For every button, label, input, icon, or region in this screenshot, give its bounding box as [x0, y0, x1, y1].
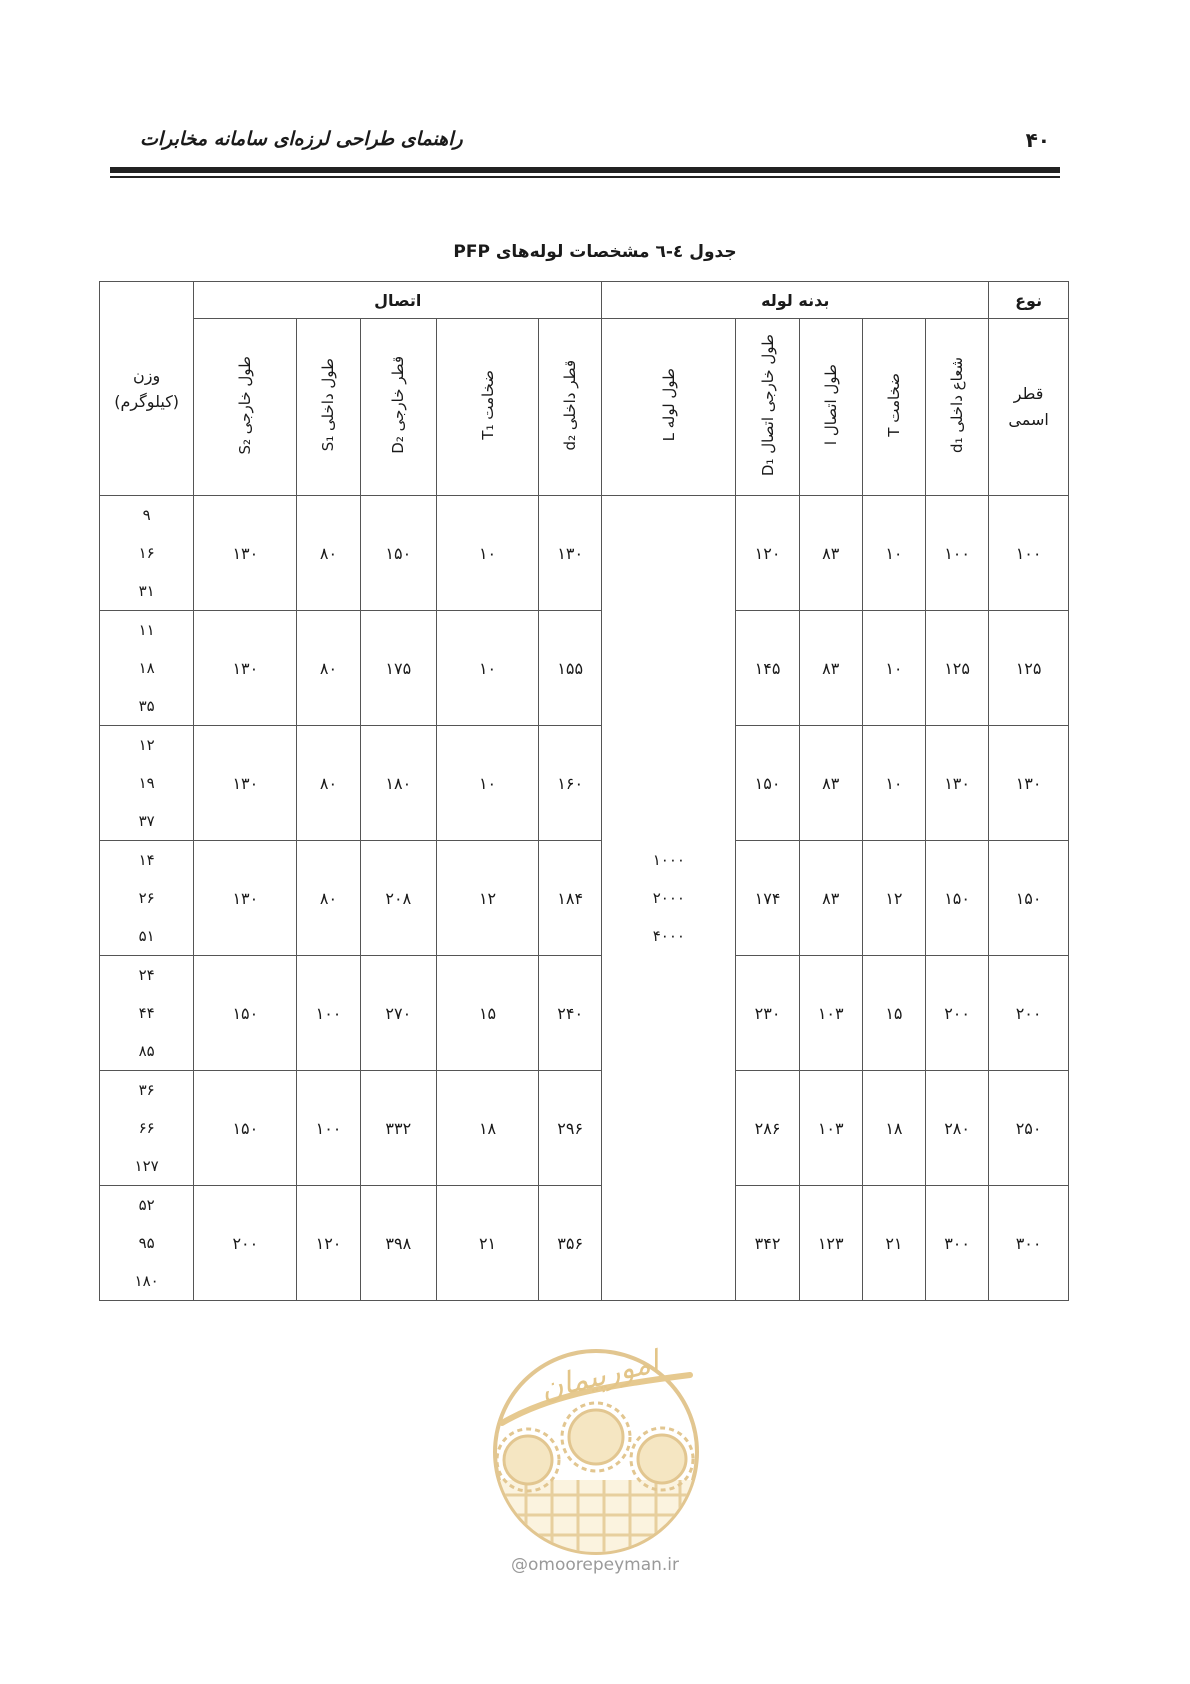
cell-d2: ۱۳۰: [539, 496, 602, 611]
col-l-label: طول اتصال l: [821, 364, 840, 446]
weight-value: ۹: [142, 506, 151, 524]
col-T1-label: ضخامت T₁: [478, 370, 497, 440]
cell-D2: ۳۳۲: [360, 1071, 436, 1186]
cell-d1: ۲۸۰: [926, 1071, 989, 1186]
running-header-title: راهنمای طراحی لرزه‌ای سامانه مخابرات: [140, 128, 463, 150]
column-header-row: [100, 319, 1069, 496]
cell-T1: ۱۵: [437, 956, 539, 1071]
col-T-label: ضخامت T: [884, 373, 903, 437]
weight-value: ۱۹: [138, 774, 155, 792]
cell-S1: ۸۰: [297, 841, 360, 956]
omoorepeyman-seal-icon: [490, 1345, 702, 1559]
table-row: [100, 726, 1069, 841]
weight-value: ۳۶: [138, 1081, 155, 1099]
cell-T: ۱۰: [862, 496, 925, 611]
col-S1: [297, 319, 360, 496]
watermark-url: @omoorepeyman.ir: [510, 1555, 680, 1575]
weight-value: ۳۵: [138, 697, 155, 715]
col-S2-label: طول خارجی S₂: [236, 355, 255, 455]
cell-S2: ۱۳۰: [194, 841, 297, 956]
cell-T: ۱۰: [862, 611, 925, 726]
cell-D1: ۳۴۲: [736, 1186, 799, 1301]
col-L-label: طول لوله L: [659, 368, 678, 442]
cell-d1: ۱۳۰: [926, 726, 989, 841]
cell-l: ۸۳: [799, 496, 862, 611]
seal-grid: [494, 1480, 698, 1559]
col-D2-label: قطر خارجی D₂: [389, 356, 408, 454]
cell-S2: ۱۵۰: [194, 956, 297, 1071]
cell-S1: ۸۰: [297, 496, 360, 611]
weight-value: ۲۶: [138, 889, 155, 907]
cell-weights: [100, 726, 194, 841]
col-d2: [539, 319, 602, 496]
cell-nominal: ۲۰۰: [989, 956, 1069, 1071]
cell-D2: ۱۷۵: [360, 611, 436, 726]
cell-d2: ۲۹۶: [539, 1071, 602, 1186]
cell-d1: ۳۰۰: [926, 1186, 989, 1301]
cell-l: ۱۰۳: [799, 956, 862, 1071]
cell-weights: [100, 956, 194, 1071]
weight-value: ۱۱: [138, 621, 155, 639]
weight-value: ۳۷: [138, 812, 155, 830]
cell-weights: [100, 841, 194, 956]
cell-S2: ۱۳۰: [194, 496, 297, 611]
cell-T1: ۱۰: [437, 496, 539, 611]
cell-nominal: ۱۳۰: [989, 726, 1069, 841]
cell-S1: ۱۰۰: [297, 956, 360, 1071]
table-row: [100, 1071, 1069, 1186]
weight-value: ۱۸۰: [134, 1272, 159, 1290]
col-l: [799, 319, 862, 496]
pfp-spec-table: [99, 281, 1069, 1301]
col-L: [602, 319, 736, 496]
cell-T: ۱۵: [862, 956, 925, 1071]
weight-value: ۱۲: [138, 736, 155, 754]
cell-d1: ۱۵۰: [926, 841, 989, 956]
weight-value: ۴۴: [138, 1004, 155, 1022]
nominal-label-1: قطر: [1013, 384, 1044, 403]
pipe-length-2: ۲۰۰۰: [652, 889, 685, 907]
col-S1-label: طول داخلی S₁: [319, 358, 338, 452]
cell-D1: ۱۷۴: [736, 841, 799, 956]
cell-S2: ۱۵۰: [194, 1071, 297, 1186]
cell-D2: ۳۹۸: [360, 1186, 436, 1301]
cell-l: ۱۰۳: [799, 1071, 862, 1186]
cell-T1: ۱۲: [437, 841, 539, 956]
cell-nominal: ۱۵۰: [989, 841, 1069, 956]
col-D2: [360, 319, 436, 496]
weight-value: ۱۴: [138, 851, 155, 869]
weight-value: ۳۱: [138, 582, 155, 600]
cell-weights: [100, 1071, 194, 1186]
cell-T1: ۱۰: [437, 726, 539, 841]
header-body: بدنه لوله: [602, 282, 989, 319]
cell-S1: ۱۲۰: [297, 1186, 360, 1301]
weight-value: ۸۵: [138, 1042, 155, 1060]
weight-unit: (کیلوگرم): [114, 391, 180, 411]
cell-S1: ۱۰۰: [297, 1071, 360, 1186]
cell-T1: ۲۱: [437, 1186, 539, 1301]
weight-value: ۱۲۷: [134, 1157, 159, 1175]
table-row: [100, 841, 1069, 956]
cell-nominal: ۱۰۰: [989, 496, 1069, 611]
cell-d1: ۱۰۰: [926, 496, 989, 611]
cell-D1: ۱۲۰: [736, 496, 799, 611]
weight-value: ۵۲: [138, 1196, 155, 1214]
cell-weights: [100, 496, 194, 611]
header-type: نوع: [989, 282, 1069, 319]
cell-T1: ۱۰: [437, 611, 539, 726]
cell-D2: ۱۵۰: [360, 496, 436, 611]
cell-d2: ۲۴۰: [539, 956, 602, 1071]
cell-D1: ۲۸۶: [736, 1071, 799, 1186]
weight-value: ۶۶: [138, 1119, 155, 1137]
weight-label: وزن: [133, 365, 161, 385]
cell-D2: ۱۸۰: [360, 726, 436, 841]
cell-S2: ۱۳۰: [194, 611, 297, 726]
col-T1: [437, 319, 539, 496]
cell-D1: ۲۳۰: [736, 956, 799, 1071]
weight-value: ۱۶: [138, 544, 155, 562]
col-nominal-diameter: [989, 319, 1069, 496]
table-row: [100, 611, 1069, 726]
table-row: [100, 1186, 1069, 1301]
cell-d2: ۳۵۶: [539, 1186, 602, 1301]
cell-l: ۸۳: [799, 726, 862, 841]
cell-S1: ۸۰: [297, 611, 360, 726]
col-D1: [736, 319, 799, 496]
header-joint: اتصال: [194, 282, 602, 319]
table-body: [100, 496, 1069, 1301]
cell-l: ۸۳: [799, 611, 862, 726]
col-D1-label: طول خارجی اتصال D₁: [758, 333, 777, 477]
cell-D2: ۲۰۸: [360, 841, 436, 956]
cell-d2: ۱۶۰: [539, 726, 602, 841]
cell-pipe-length: [602, 496, 736, 1301]
cell-nominal: ۱۲۵: [989, 611, 1069, 726]
pipe-length-1: ۱۰۰۰: [652, 851, 685, 869]
table-caption: جدول ٤-٦ مشخصات لوله‌های PFP: [453, 242, 737, 262]
seal-wordmark: امورپیمان: [537, 1345, 663, 1408]
header-rule-thick: [110, 167, 1060, 173]
pipe-length-3: ۴۰۰۰: [652, 927, 685, 945]
weight-value: ۹۵: [138, 1234, 155, 1252]
cell-S2: ۲۰۰: [194, 1186, 297, 1301]
cell-T: ۲۱: [862, 1186, 925, 1301]
header-weight: [100, 282, 194, 496]
seal-graphic: [490, 1345, 702, 1559]
cell-nominal: ۲۵۰: [989, 1071, 1069, 1186]
cell-l: ۱۲۳: [799, 1186, 862, 1301]
page-number: ۴۰: [1025, 128, 1050, 152]
col-d2-label: قطر داخلی d₂: [561, 359, 580, 451]
cell-d2: ۱۸۴: [539, 841, 602, 956]
weight-value: ۲۴: [138, 966, 155, 984]
cell-weights: [100, 611, 194, 726]
cell-D2: ۲۷۰: [360, 956, 436, 1071]
col-d1-label: شعاع داخلی d₁: [948, 357, 967, 453]
cell-T1: ۱۸: [437, 1071, 539, 1186]
table-row: [100, 496, 1069, 611]
cell-nominal: ۳۰۰: [989, 1186, 1069, 1301]
cell-T: ۱۸: [862, 1071, 925, 1186]
header-rule-thin: [110, 176, 1060, 178]
table-row: [100, 956, 1069, 1071]
cell-d2: ۱۵۵: [539, 611, 602, 726]
cell-T: ۱۲: [862, 841, 925, 956]
weight-value: ۵۱: [138, 927, 155, 945]
cell-S1: ۸۰: [297, 726, 360, 841]
col-T: [862, 319, 925, 496]
cell-d1: ۱۲۵: [926, 611, 989, 726]
cell-T: ۱۰: [862, 726, 925, 841]
cell-l: ۸۳: [799, 841, 862, 956]
group-header-row: [100, 282, 1069, 319]
col-S2: [194, 319, 297, 496]
col-d1: [926, 319, 989, 496]
weight-value: ۱۸: [138, 659, 155, 677]
cell-S2: ۱۳۰: [194, 726, 297, 841]
nominal-label-2: اسمی: [1008, 410, 1049, 429]
cell-D1: ۱۴۵: [736, 611, 799, 726]
seal-gears: [504, 1410, 686, 1484]
cell-D1: ۱۵۰: [736, 726, 799, 841]
cell-weights: [100, 1186, 194, 1301]
cell-d1: ۲۰۰: [926, 956, 989, 1071]
